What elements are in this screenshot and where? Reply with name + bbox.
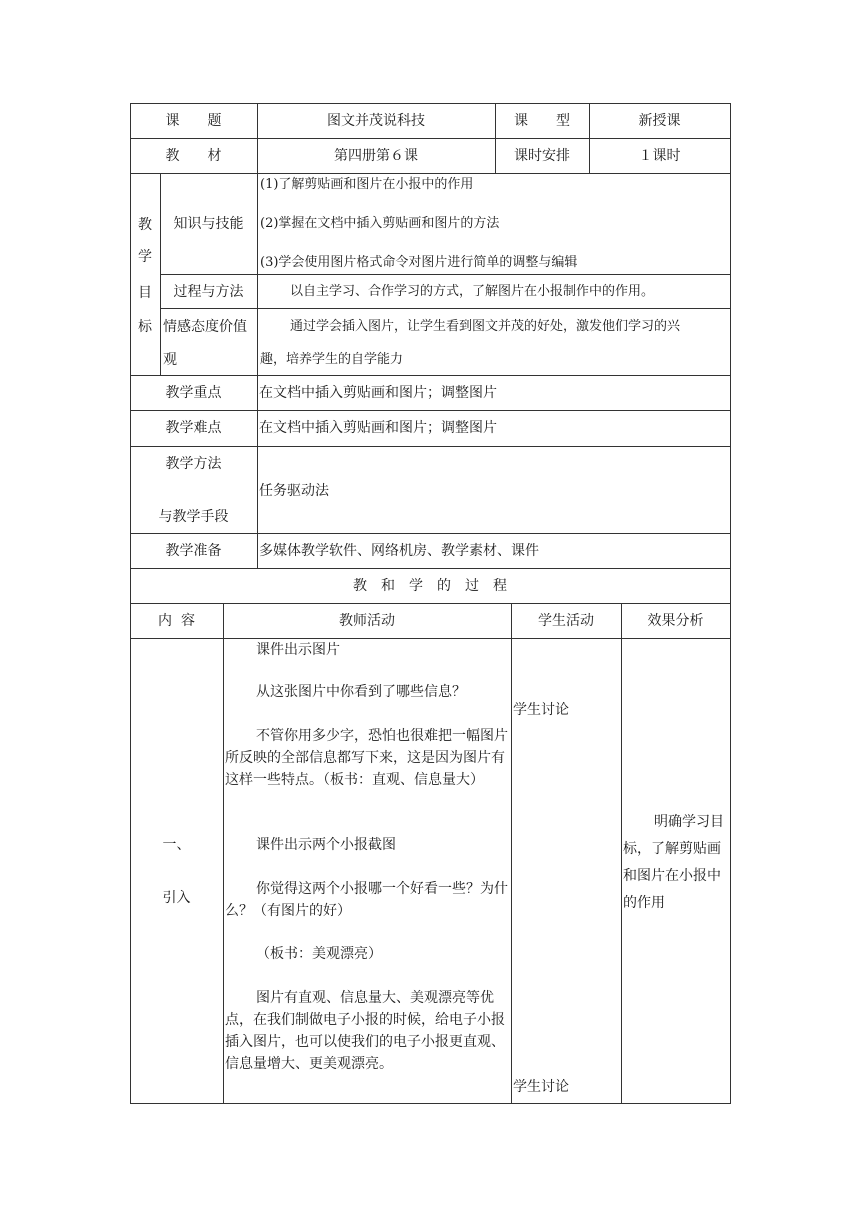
key-point-value: 在文档中插入剪贴画和图片；调整图片 <box>259 385 497 401</box>
row-divider <box>130 138 731 139</box>
col-divider <box>160 173 161 376</box>
goals-label-char: 学 <box>138 249 152 265</box>
knowledge-item: (2)掌握在文档中插入剪贴画和图片的方法 <box>260 216 500 231</box>
teacher-activity: 从这张图片中你看到了哪些信息？ <box>256 684 466 700</box>
row-divider <box>130 533 731 534</box>
goals-label-char: 目 <box>138 285 152 301</box>
table-border-top <box>130 103 731 104</box>
material-value: 第四册第６课 <box>334 148 418 164</box>
row-divider <box>160 308 731 309</box>
goals-label-char: 教 <box>138 217 152 233</box>
col-divider <box>511 603 512 1104</box>
row-divider <box>130 375 731 376</box>
teacher-activity: 你觉得这两个小报哪一个好看一些？为什么？（有图片的好） <box>225 881 508 919</box>
topic-label: 课 题 <box>165 113 222 129</box>
column-header-teacher: 教师活动 <box>339 613 395 629</box>
section-number: 一、 <box>162 837 191 853</box>
row-divider <box>130 568 731 569</box>
column-header-content: 内 容 <box>158 613 195 629</box>
material-label: 教 材 <box>165 148 222 164</box>
attitude-value-cont: 趣，培养学生的自学能力 <box>260 352 404 367</box>
student-activity: 学生讨论 <box>513 702 569 718</box>
section-name: 引入 <box>162 890 191 906</box>
hours-value: １课时 <box>638 148 681 164</box>
teacher-activity: （板书：美观漂亮） <box>256 946 382 962</box>
difficulty-value: 在文档中插入剪贴画和图片；调整图片 <box>259 420 497 436</box>
effect-analysis: 明确学习目标，了解剪贴画和图片在小报中的作用 <box>623 814 724 911</box>
attitude-label: 情感态度价值 <box>163 319 247 335</box>
method-label: 教学方法 <box>165 456 222 472</box>
teacher-activity: 课件出示两个小报截图 <box>256 837 396 853</box>
key-point-label: 教学重点 <box>165 385 222 401</box>
process-value: 以自主学习、合作学习的方式，了解图片在小报制作中的作用。 <box>290 284 655 299</box>
preparation-value: 多媒体教学软件、网络机房、教学素材、课件 <box>259 543 539 559</box>
knowledge-label: 知识与技能 <box>173 216 244 232</box>
process-title: 教 和 学 的 过 程 <box>353 578 507 594</box>
teacher-activity: 不管你用多少字，恐怕也很难把一幅图片所反映的全部信息都写下来，这是因为图片有这样一些特点。（板书：直观、信息量大） <box>225 728 508 788</box>
col-divider <box>621 603 622 1104</box>
difficulty-label: 教学难点 <box>165 420 222 436</box>
table-border-right <box>730 103 731 1104</box>
knowledge-item: (1)了解剪贴画和图片在小报中的作用 <box>260 177 474 192</box>
preparation-label: 教学准备 <box>165 543 222 559</box>
table-border-bottom <box>130 1103 731 1104</box>
column-header-student: 学生活动 <box>538 613 594 629</box>
row-divider <box>130 410 731 411</box>
method-label-cont: 与教学手段 <box>158 509 229 525</box>
teacher-activity: 图片有直观、信息量大、美观漂亮等优点，在我们制做电子小报的时候，给电子小报插入图片，也可以使我们的电子小报更直观、信息量增大、更美观漂亮。 <box>225 990 505 1072</box>
row-divider <box>130 603 731 604</box>
goals-label-char: 标 <box>138 319 152 335</box>
type-value: 新授课 <box>638 113 681 129</box>
col-divider <box>257 173 258 569</box>
attitude-value: 通过学会插入图片，让学生看到图文并茂的好处，激发他们学习的兴 <box>290 319 681 334</box>
row-divider <box>130 173 731 174</box>
type-label: 课 型 <box>514 113 570 129</box>
row-divider <box>160 274 731 275</box>
hours-label: 课时安排 <box>514 148 570 164</box>
teacher-activity: 课件出示图片 <box>256 642 340 658</box>
student-activity: 学生讨论 <box>513 1079 569 1095</box>
col-divider <box>223 603 224 1104</box>
knowledge-item: (3)学会使用图片格式命令对图片进行简单的调整与编辑 <box>260 255 578 270</box>
row-divider <box>130 638 731 639</box>
row-divider <box>130 446 731 447</box>
process-label: 过程与方法 <box>173 284 244 300</box>
topic-value: 图文并茂说科技 <box>327 113 425 129</box>
attitude-label-cont: 观 <box>163 352 177 368</box>
column-header-effect: 效果分析 <box>647 613 704 629</box>
method-value: 任务驱动法 <box>259 483 329 499</box>
